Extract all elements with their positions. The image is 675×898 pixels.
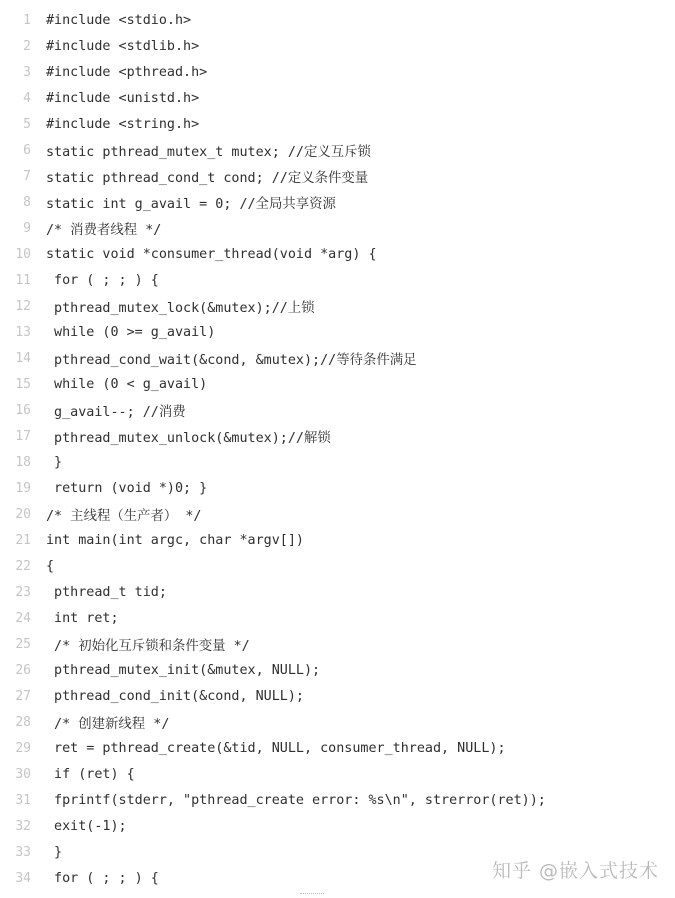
line-number: 30 [15, 766, 31, 782]
code-text: g_avail--; //消费 [46, 404, 186, 420]
line-number: 18 [15, 454, 31, 470]
code-text: pthread_mutex_init(&mutex, NULL); [46, 662, 321, 678]
line-number: 6 [23, 142, 31, 158]
code-line [0, 761, 675, 787]
code-line [0, 319, 675, 345]
line-number: 21 [15, 532, 31, 548]
code-text: ret = pthread_create(&tid, NULL, consumer_thread, NULL); [46, 740, 506, 756]
code-line [0, 85, 675, 111]
code-text: while (0 < g_avail) [46, 376, 208, 392]
code-text: #include <string.h> [46, 116, 200, 132]
line-number: 32 [15, 818, 31, 834]
code-text: { [46, 558, 55, 574]
code-line [0, 293, 675, 319]
line-number: 10 [15, 246, 31, 262]
code-line [0, 631, 675, 657]
code-line [0, 267, 675, 293]
code-text: /* 创建新线程 */ [46, 716, 170, 732]
scroll-hint-dots [300, 893, 324, 897]
code-block [0, 7, 675, 891]
code-text: int main(int argc, char *argv[]) [46, 532, 304, 548]
line-number: 16 [15, 402, 31, 418]
code-line [0, 501, 675, 527]
line-number: 14 [15, 350, 31, 366]
code-text: } [46, 454, 63, 470]
code-line [0, 449, 675, 475]
line-number: 33 [15, 844, 31, 860]
line-number: 4 [23, 90, 31, 106]
line-number: 15 [15, 376, 31, 392]
code-text: /* 消费者线程 */ [46, 222, 162, 238]
code-text: #include <stdlib.h> [46, 38, 200, 54]
line-number: 12 [15, 298, 31, 314]
line-number: 34 [15, 870, 31, 886]
code-line [0, 657, 675, 683]
code-line [0, 163, 675, 189]
line-number: 7 [23, 168, 31, 184]
code-text: static int g_avail = 0; //全局共享资源 [46, 196, 336, 212]
code-text: pthread_mutex_unlock(&mutex);//解锁 [46, 430, 331, 446]
code-line [0, 527, 675, 553]
line-number: 22 [15, 558, 31, 574]
line-number: 28 [15, 714, 31, 730]
code-line [0, 553, 675, 579]
code-text: pthread_cond_wait(&cond, &mutex);//等待条件满足 [46, 352, 417, 368]
code-text: pthread_mutex_lock(&mutex);//上锁 [46, 300, 315, 316]
code-line [0, 189, 675, 215]
line-number: 1 [23, 12, 31, 28]
line-number: 3 [23, 64, 31, 80]
line-number: 27 [15, 688, 31, 704]
zhihu-watermark: 知乎 @嵌入式技术 [491, 860, 659, 882]
line-number: 5 [23, 116, 31, 132]
code-line [0, 605, 675, 631]
line-number: 11 [15, 272, 31, 288]
line-number: 13 [15, 324, 31, 340]
code-text: for ( ; ; ) { [46, 870, 159, 886]
code-text: } [46, 844, 63, 860]
code-line [0, 475, 675, 501]
line-number: 8 [23, 194, 31, 210]
line-number: 9 [23, 220, 31, 236]
code-line [0, 7, 675, 33]
code-line [0, 59, 675, 85]
code-line [0, 683, 675, 709]
code-line [0, 813, 675, 839]
code-line [0, 215, 675, 241]
code-text: pthread_t tid; [46, 584, 167, 600]
code-text: for ( ; ; ) { [46, 272, 159, 288]
line-number: 25 [15, 636, 31, 652]
line-number: 26 [15, 662, 31, 678]
code-text: #include <stdio.h> [46, 12, 192, 28]
code-line [0, 345, 675, 371]
code-text: fprintf(stderr, "pthread_create error: %s\n", strerror(ret)); [46, 792, 546, 808]
code-text: /* 主线程（生产者） */ [46, 508, 202, 524]
code-line [0, 371, 675, 397]
code-text: static void *consumer_thread(void *arg) { [46, 246, 377, 262]
code-text: static pthread_mutex_t mutex; //定义互斥锁 [46, 144, 371, 160]
code-line [0, 111, 675, 137]
code-text: while (0 >= g_avail) [46, 324, 216, 340]
code-text: return (void *)0; } [46, 480, 208, 496]
line-number: 23 [15, 584, 31, 600]
code-line [0, 33, 675, 59]
line-number: 20 [15, 506, 31, 522]
line-number: 24 [15, 610, 31, 626]
code-text: if (ret) { [46, 766, 135, 782]
code-line [0, 735, 675, 761]
line-number: 19 [15, 480, 31, 496]
code-text: #include <pthread.h> [46, 64, 208, 80]
code-text: exit(-1); [46, 818, 127, 834]
line-number: 17 [15, 428, 31, 444]
code-text: pthread_cond_init(&cond, NULL); [46, 688, 304, 704]
line-number: 29 [15, 740, 31, 756]
code-text: static pthread_cond_t cond; //定义条件变量 [46, 170, 369, 186]
code-line [0, 579, 675, 605]
code-line [0, 709, 675, 735]
code-text: /* 初始化互斥锁和条件变量 */ [46, 638, 250, 654]
code-line [0, 397, 675, 423]
line-number: 31 [15, 792, 31, 808]
code-line [0, 787, 675, 813]
code-text: #include <unistd.h> [46, 90, 200, 106]
code-line [0, 137, 675, 163]
code-text: int ret; [46, 610, 119, 626]
code-line [0, 241, 675, 267]
code-line [0, 423, 675, 449]
line-number: 2 [23, 38, 31, 54]
